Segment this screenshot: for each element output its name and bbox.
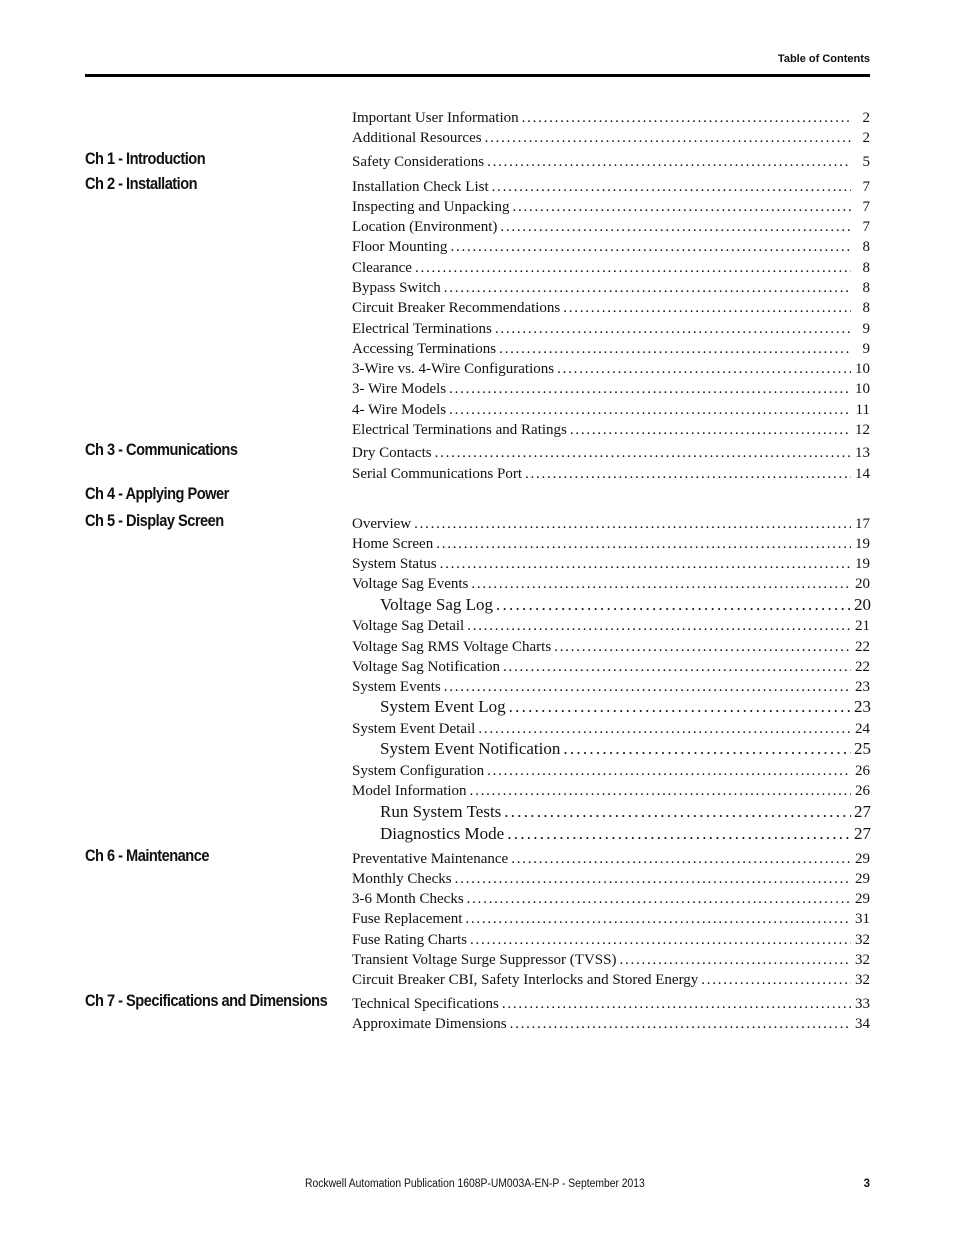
toc-entry-page: 29 xyxy=(855,851,870,867)
toc-entry-page: 32 xyxy=(855,932,870,948)
dot-leader xyxy=(467,617,851,635)
toc-entry-title: Voltage Sag RMS Voltage Charts xyxy=(352,639,552,655)
dot-leader xyxy=(563,299,851,317)
dot-leader xyxy=(450,238,851,256)
toc-entry-page: 11 xyxy=(855,402,870,418)
toc-entry[interactable] xyxy=(352,515,870,533)
toc-entry-page: 10 xyxy=(855,381,870,397)
dot-leader xyxy=(449,401,851,419)
dot-leader xyxy=(510,1015,851,1033)
toc-entry[interactable] xyxy=(352,575,870,593)
toc-entry[interactable] xyxy=(352,380,870,398)
toc-entry-title: System Configuration xyxy=(352,763,485,779)
toc-entry-page: 34 xyxy=(855,1016,870,1032)
toc-entry-title: Accessing Terminations xyxy=(352,341,497,357)
toc-entry-page: 26 xyxy=(855,763,870,779)
dot-leader xyxy=(435,444,851,462)
toc-entry-title: System Event Notification xyxy=(380,739,561,758)
toc-entry-title: Important User Information xyxy=(352,110,519,126)
dot-leader xyxy=(512,198,851,216)
dot-leader xyxy=(414,515,851,533)
toc-entry[interactable] xyxy=(380,698,871,716)
dot-leader xyxy=(511,850,851,868)
toc-entry-page: 19 xyxy=(855,556,870,572)
toc-entry-page: 31 xyxy=(855,911,870,927)
toc-entry-page: 32 xyxy=(855,972,870,988)
dot-leader xyxy=(487,762,851,780)
toc-entry-title: Diagnostics Mode xyxy=(380,824,505,843)
toc-entry[interactable] xyxy=(352,129,870,147)
toc-entry-page: 26 xyxy=(855,783,870,799)
header-rule xyxy=(85,74,870,77)
publication-footer: Rockwell Automation Publication 1608P-UM003A-EN-P - September 2013 xyxy=(305,1178,645,1190)
toc-entry[interactable] xyxy=(352,299,870,317)
toc-entry-page: 27 xyxy=(854,824,871,843)
toc-entry[interactable] xyxy=(352,617,870,635)
toc-entry[interactable] xyxy=(352,198,870,216)
toc-entry-title: Dry Contacts xyxy=(352,445,432,461)
chapter-heading: Ch 6 - Maintenance xyxy=(85,846,209,865)
chapter-heading: Ch 2 - Installation xyxy=(85,174,198,193)
dot-leader xyxy=(470,931,851,949)
toc-entry[interactable] xyxy=(352,238,870,256)
dot-leader xyxy=(478,720,851,738)
toc-entry-page: 14 xyxy=(855,466,870,482)
toc-entry[interactable] xyxy=(352,782,870,800)
toc-entry[interactable] xyxy=(352,910,870,928)
toc-entry[interactable] xyxy=(380,740,871,758)
toc-entry-page: 32 xyxy=(855,952,870,968)
toc-entry-page: 9 xyxy=(862,341,870,357)
toc-entry-title: Overview xyxy=(352,516,412,532)
toc-entry[interactable] xyxy=(380,825,871,843)
toc-entry[interactable] xyxy=(352,465,870,483)
dot-leader xyxy=(444,678,851,696)
toc-entry[interactable] xyxy=(380,596,871,614)
toc-entry-title: 4- Wire Models xyxy=(352,402,447,418)
dot-leader xyxy=(701,971,851,989)
toc-entry-title: Voltage Sag Notification xyxy=(352,659,501,675)
chapter-heading: Ch 4 - Applying Power xyxy=(85,484,229,503)
toc-entry-page: 20 xyxy=(854,595,871,614)
toc-entry-title: Floor Mounting xyxy=(352,239,448,255)
toc-entry-title: Fuse Rating Charts xyxy=(352,932,467,948)
toc-entry-page: 8 xyxy=(862,300,870,316)
dot-leader xyxy=(500,218,851,236)
toc-entry-title: 3-6 Month Checks xyxy=(352,891,464,907)
toc-entry-page: 8 xyxy=(862,260,870,276)
dot-leader xyxy=(495,320,851,338)
toc-entry[interactable] xyxy=(352,720,870,738)
toc-entry-title: Electrical Terminations and Ratings xyxy=(352,422,567,438)
dot-leader xyxy=(563,740,851,758)
toc-entry-page: 20 xyxy=(855,576,870,592)
toc-entry-title: Bypass Switch xyxy=(352,280,441,296)
toc-entry-title: Voltage Sag Log xyxy=(380,595,494,614)
chapter-heading: Ch 7 - Specifications and Dimensions xyxy=(85,991,328,1010)
toc-entry-page: 7 xyxy=(862,179,870,195)
chapter-heading: Ch 3 - Communications xyxy=(85,440,238,459)
toc-entry-title: Run System Tests xyxy=(380,802,502,821)
dot-leader xyxy=(522,109,851,127)
toc-entry[interactable] xyxy=(352,444,870,462)
toc-entry[interactable] xyxy=(352,870,870,888)
toc-entry[interactable] xyxy=(352,259,870,277)
dot-leader xyxy=(509,698,851,716)
toc-entry-page: 12 xyxy=(855,422,870,438)
toc-entry-title: Approximate Dimensions xyxy=(352,1016,507,1032)
toc-entry[interactable] xyxy=(352,340,870,358)
dot-leader xyxy=(487,153,851,171)
toc-entry[interactable] xyxy=(352,762,870,780)
dot-leader xyxy=(444,279,851,297)
dot-leader xyxy=(467,890,851,908)
toc-entry-page: 7 xyxy=(862,199,870,215)
toc-entry-page: 23 xyxy=(855,679,870,695)
toc-entry-page: 24 xyxy=(855,721,870,737)
toc-entry-title: Circuit Breaker CBI, Safety Interlocks and Stored Energy xyxy=(352,972,699,988)
dot-leader xyxy=(415,259,851,277)
dot-leader xyxy=(455,870,851,888)
toc-entry-page: 22 xyxy=(855,639,870,655)
toc-entry-page: 19 xyxy=(855,536,870,552)
toc-entry[interactable] xyxy=(352,279,870,297)
dot-leader xyxy=(619,951,851,969)
dot-leader xyxy=(496,596,851,614)
toc-entry-title: Model Information xyxy=(352,783,467,799)
chapter-heading: Ch 1 - Introduction xyxy=(85,149,206,168)
chapter-heading: Ch 5 - Display Screen xyxy=(85,511,224,530)
toc-entry[interactable] xyxy=(352,218,870,236)
toc-entry[interactable] xyxy=(352,421,870,439)
toc-entry[interactable] xyxy=(352,890,870,908)
toc-entry-page: 7 xyxy=(862,219,870,235)
toc-entry-title: Technical Specifications xyxy=(352,996,499,1012)
toc-entry[interactable] xyxy=(352,658,870,676)
dot-leader xyxy=(503,658,851,676)
toc-entry[interactable] xyxy=(352,638,870,656)
dot-leader xyxy=(570,421,851,439)
toc-entry-page: 21 xyxy=(855,618,870,634)
dot-leader xyxy=(492,178,851,196)
toc-entry[interactable] xyxy=(352,109,870,127)
toc-entry[interactable] xyxy=(352,360,870,378)
toc-entry-page: 23 xyxy=(854,697,871,716)
toc-entry-page: 25 xyxy=(854,739,871,758)
toc-entry-title: Monthly Checks xyxy=(352,871,452,887)
dot-leader xyxy=(557,360,851,378)
toc-entry[interactable] xyxy=(352,153,870,171)
toc-entry-title: 3-Wire vs. 4-Wire Configurations xyxy=(352,361,555,377)
toc-entry-page: 5 xyxy=(862,154,870,170)
toc-entry[interactable] xyxy=(352,401,870,419)
toc-entry-page: 10 xyxy=(855,361,870,377)
toc-entry[interactable] xyxy=(352,555,870,573)
dot-leader xyxy=(525,465,851,483)
toc-entry-page: 9 xyxy=(862,321,870,337)
toc-entry-title: Serial Communications Port xyxy=(352,466,522,482)
toc-entry-title: Installation Check List xyxy=(352,179,489,195)
toc-entry-page: 8 xyxy=(862,280,870,296)
toc-entry-title: System Event Detail xyxy=(352,721,476,737)
toc-entry-page: 2 xyxy=(862,130,870,146)
dot-leader xyxy=(485,129,851,147)
toc-entry-title: 3- Wire Models xyxy=(352,381,447,397)
toc-entry[interactable] xyxy=(352,951,870,969)
dot-leader xyxy=(499,340,851,358)
dot-leader xyxy=(436,535,851,553)
toc-entry[interactable] xyxy=(352,678,870,696)
page-number: 3 xyxy=(863,1178,870,1190)
toc-entry-title: Clearance xyxy=(352,260,412,276)
toc-entry-page: 22 xyxy=(855,659,870,675)
toc-entry-title: Voltage Sag Detail xyxy=(352,618,465,634)
toc-entry[interactable] xyxy=(352,971,870,989)
toc-entry-page: 33 xyxy=(855,996,870,1012)
toc-entry-title: Transient Voltage Surge Suppressor (TVSS) xyxy=(352,952,617,968)
toc-entry[interactable] xyxy=(352,320,870,338)
toc-entry-page: 13 xyxy=(855,445,870,461)
toc-entry-title: Inspecting and Unpacking xyxy=(352,199,510,215)
toc-entry[interactable] xyxy=(352,995,870,1013)
toc-entry-page: 17 xyxy=(855,516,870,532)
dot-leader xyxy=(440,555,851,573)
toc-entry[interactable] xyxy=(352,178,870,196)
toc-entry-page: 2 xyxy=(862,110,870,126)
toc-entry-title: Home Screen xyxy=(352,536,434,552)
dot-leader xyxy=(470,782,851,800)
dot-leader xyxy=(465,910,851,928)
dot-leader xyxy=(471,575,851,593)
toc-entry-title: Location (Environment) xyxy=(352,219,498,235)
dot-leader xyxy=(504,803,851,821)
toc-entry[interactable] xyxy=(380,803,871,821)
toc-entry-title: Electrical Terminations xyxy=(352,321,492,337)
toc-entry-title: Circuit Breaker Recommendations xyxy=(352,300,561,316)
toc-entry-title: System Status xyxy=(352,556,437,572)
toc-entry-title: Safety Considerations xyxy=(352,154,485,170)
toc-entry-page: 29 xyxy=(855,891,870,907)
toc-entry-page: 27 xyxy=(854,802,871,821)
toc-entry-title: System Event Log xyxy=(380,697,506,716)
running-header: Table of Contents xyxy=(777,53,870,65)
toc-entry[interactable] xyxy=(352,1015,870,1033)
dot-leader xyxy=(507,825,851,843)
toc-entry[interactable] xyxy=(352,931,870,949)
dot-leader xyxy=(554,638,851,656)
dot-leader xyxy=(449,380,851,398)
toc-entry-title: Fuse Replacement xyxy=(352,911,463,927)
toc-entry-title: Voltage Sag Events xyxy=(352,576,469,592)
toc-entry-title: Additional Resources xyxy=(352,130,482,146)
toc-entry-title: System Events xyxy=(352,679,441,695)
toc-entry-title: Preventative Maintenance xyxy=(352,851,509,867)
toc-entry[interactable] xyxy=(352,535,870,553)
toc-entry-page: 29 xyxy=(855,871,870,887)
dot-leader xyxy=(502,995,851,1013)
toc-entry-page: 8 xyxy=(862,239,870,255)
toc-entry[interactable] xyxy=(352,850,870,868)
